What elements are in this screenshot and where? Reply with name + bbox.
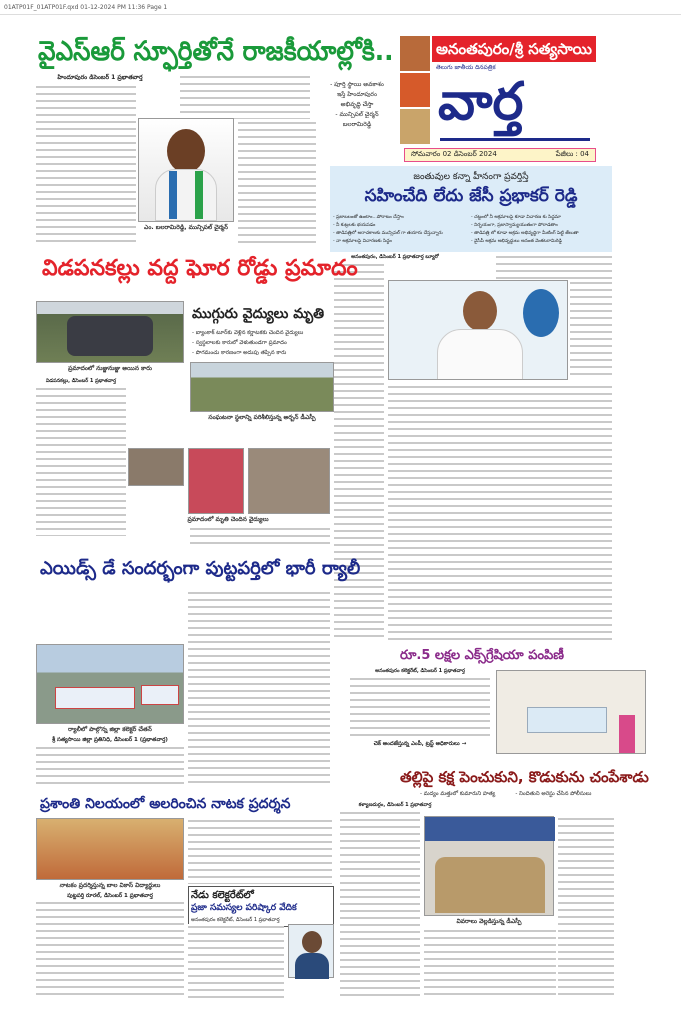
story1-caption: ఎం. బలరామిరెడ్డి, మున్సిపల్ చైర్మన్ — [144, 224, 228, 231]
bullet: - పొగమంచు కారణంగా అదుపు తప్పిన కారు — [192, 350, 287, 356]
print-slug: 01ATP01F_01ATP01F.qxd 01-12-2024 PM 11:36 Page 1 — [4, 4, 168, 11]
story5-body — [350, 676, 490, 736]
bullet: ఇస్తే హిందూపురం — [336, 91, 378, 98]
story5-headline: రూ.5 లక్షల ఎక్స్‌గ్రేషియా పంపిణీ — [400, 648, 565, 663]
story2-body-3 — [570, 280, 612, 380]
exgratia-cheque-photo — [496, 670, 646, 754]
victim-photo-2 — [188, 448, 244, 514]
sai-baba-photo — [400, 73, 430, 108]
aids-rally-photo — [36, 644, 184, 724]
bullet: - పూర్తి స్థాయి అవకాశం — [330, 81, 384, 88]
story8-dateline: అనంతపురం కలెక్టరేట్, డిసెంబర్ 1 ప్రభాతవార్త — [191, 917, 280, 923]
masthead-rule — [440, 138, 590, 141]
story1-body-2 — [180, 74, 310, 119]
accident-site-photo — [190, 362, 334, 412]
caption-text: చెక్ అందజేస్తున్న ఎంపీ, ట్రస్ట్ అధికారులు — [373, 741, 460, 747]
story8-headline: ప్రజా సమస్యల పరిష్కార వేదిక — [191, 903, 297, 913]
story4-headline: ఎయిడ్స్ డే సందర్భంగా పుట్టపర్తిలో భారీ ర్యాలీ — [40, 558, 361, 579]
story1-bullets — [318, 80, 396, 130]
masthead-tagline: తెలుగు జాతీయ దినపత్రిక — [436, 64, 496, 71]
page-count: పేజీలు : 04 — [555, 150, 589, 158]
crashed-car-photo — [36, 301, 184, 363]
story4-caption: ర్యాలీలో పాల్గొన్న జిల్లా కలెక్టర్ చేతన్ — [68, 726, 152, 733]
story1-body-3 — [238, 120, 316, 245]
bullet: బలరామిరెడ్డి — [342, 121, 372, 128]
story2-box — [330, 166, 612, 252]
story7-caption: నాటకం ప్రదర్శిస్తున్న బాల వికాస్ విద్యార్థులు — [59, 882, 161, 889]
story7-dateline: పుట్టపర్తి రూరల్, డిసెంబర్ 1 ప్రభాతవార్త — [67, 893, 153, 899]
story6-dateline: కళ్యాణదుర్గం, డిసెంబర్ 1 ప్రభాతవార్త — [358, 802, 432, 808]
story3-bullets — [192, 328, 332, 358]
story3-subhead: ముగ్గురు వైద్యులు మృతి — [192, 306, 325, 322]
story1-body — [36, 84, 136, 244]
masthead-region: అనంతపురం/శ్రీ సత్యసాయి — [432, 36, 596, 62]
story5-caption: చెక్ అందజేస్తున్న ఎంపీ, ట్రస్ట్ అధికారులు → — [373, 741, 467, 747]
story7-body — [36, 900, 184, 998]
story6-caption: వివరాలు వెల్లడిస్తున్న డీఎస్పీ — [456, 918, 522, 925]
police-press-meet-photo — [424, 816, 554, 916]
bullet: - తాడిపత్రి లో కూడా అక్రమ అభివృద్ధిగా మీటింగ్ పెట్టి తేలుతా — [471, 231, 579, 236]
story5-dateline: అనంతపురం కలెక్టరేట్, డిసెంబర్ 1 ప్రభాతవార్త — [375, 668, 465, 674]
story2-body — [334, 262, 384, 640]
story3-body-2 — [190, 526, 330, 548]
masthead-logo: వార్త — [438, 72, 524, 132]
story3-caption3: ప్రమాదంలో మృతి చెందిన వైద్యులు — [187, 516, 269, 523]
bullet: - నిందితుని అరెస్టు చేసిన పోలీసులు — [515, 791, 592, 797]
story8-body — [188, 924, 284, 1000]
story2-headline: సహించేది లేదు జేసీ ప్రభాకర్ రెడ్డి — [364, 186, 578, 206]
drama-performance-photo — [36, 818, 184, 880]
bullet: - నిర్భయంగా, ప్రజాస్వామ్యయుతంగా పోరాడతాం — [471, 223, 558, 228]
story1-headline: వైఎస్ఆర్ స్ఫూర్తితోనే రాజకీయాల్లోకి.. — [38, 36, 394, 67]
story3-body — [36, 386, 126, 536]
monument-photo — [400, 109, 430, 144]
story8-box — [188, 886, 334, 927]
bullet: - బ్యాంకాక్ టూర్‌కు వెళ్లిన కర్ణాటకకు చెందిన వైద్యులు — [192, 330, 304, 336]
victim-photo-1 — [128, 448, 184, 486]
story3-dateline: విడపనకల్లు, డిసెంబర్ 1 ప్రభాతవార్త — [45, 378, 117, 384]
story3-caption1: ప్రమాదంలో నుజ్జునుజ్జు అయిన కారు — [68, 365, 152, 372]
balarami-reddy-photo — [138, 118, 234, 222]
masthead-photos — [400, 36, 430, 144]
victim-photo-3 — [248, 448, 330, 514]
story2-bullets — [330, 210, 612, 246]
story8-kicker: నేడు కలెక్టరేట్‌లో — [191, 890, 254, 901]
jc-prabhakar-reddy-photo — [388, 280, 568, 380]
story4-body — [36, 745, 184, 787]
date-bar — [404, 148, 596, 162]
story6-headline: తల్లిపై కక్ష పెంచుకుని, కొడుకును చంపేశాడు — [400, 768, 649, 786]
story7-body-2 — [188, 818, 332, 884]
story6-body — [340, 810, 420, 1000]
collector-photo — [288, 924, 334, 978]
story6-body-2 — [558, 816, 614, 1000]
story7-headline: ప్రశాంతి నిలయంలో అలరించిన నాటక ప్రదర్శన — [40, 796, 291, 812]
bullet: - ప్రజాబలంతో ఉంటాం...పోరాటం చేస్తాం — [333, 215, 404, 220]
story2-body-2 — [496, 254, 612, 280]
story2-kicker: జంతువుల కన్నా హీనంగా ప్రవర్తిస్తే — [413, 172, 529, 182]
story2-body-4 — [388, 384, 612, 640]
story3-caption2: సంఘటనా స్థలాన్ని పరిశీలిస్తున్న అర్బన్ డీఎస్పీ — [208, 414, 316, 421]
bullet: - తాడిపత్రిలో అరాచకాలకు మున్సిపల్ గా తయారు చేస్తున్నారు — [333, 231, 443, 236]
bullet: అభివృద్ధి చేస్తా — [340, 101, 374, 108]
bullet: - మద్యం మత్తులో కుమారుని హత్య — [420, 791, 496, 797]
issue-date: సోమవారం 02 డిసెంబర్ 2024 — [411, 150, 497, 158]
story4-dateline: శ్రీ సత్యసాయి జిల్లా ప్రతినిధి, డిసెంబర్ 1 (ప్రభాతవార్త) — [52, 737, 168, 743]
bullet: - నీ కుట్రలకు భయపడం — [333, 223, 376, 228]
bullet: - చట్టంలో నీ అక్రమాలపై కూడా విచారణ కు సిద్ధమా — [471, 215, 561, 220]
story6-bullets — [420, 790, 591, 798]
crop-line — [0, 14, 681, 15]
bullet: - వైసీపీ అక్రమ అభివృద్ధులు అనంత వెంకటరామిరెడ్డి — [471, 239, 562, 244]
story6-body-3 — [424, 928, 556, 1000]
story3-headline: విడపనకల్లు వద్ద ఘోర రోడ్డు ప్రమాదం — [42, 256, 358, 281]
bullet: - స్వస్థలాలకు కారులో వెళుతుండగా ప్రమాదం — [192, 340, 287, 346]
bullet: - మున్సిపల్ చైర్మన్ — [335, 111, 379, 118]
deity-photo — [400, 36, 430, 71]
story1-dateline: హిందూపురం డిసెంబర్ 1 ప్రభాతవార్త — [57, 74, 143, 81]
story2-dateline: అనంతపురం, డిసెంబర్ 1 ప్రభాతవార్త బ్యూరో — [351, 254, 439, 260]
bullet: - నా అక్రమాలపై విచారణకు సిద్ధం — [333, 239, 392, 244]
story4-body-2 — [188, 590, 330, 786]
